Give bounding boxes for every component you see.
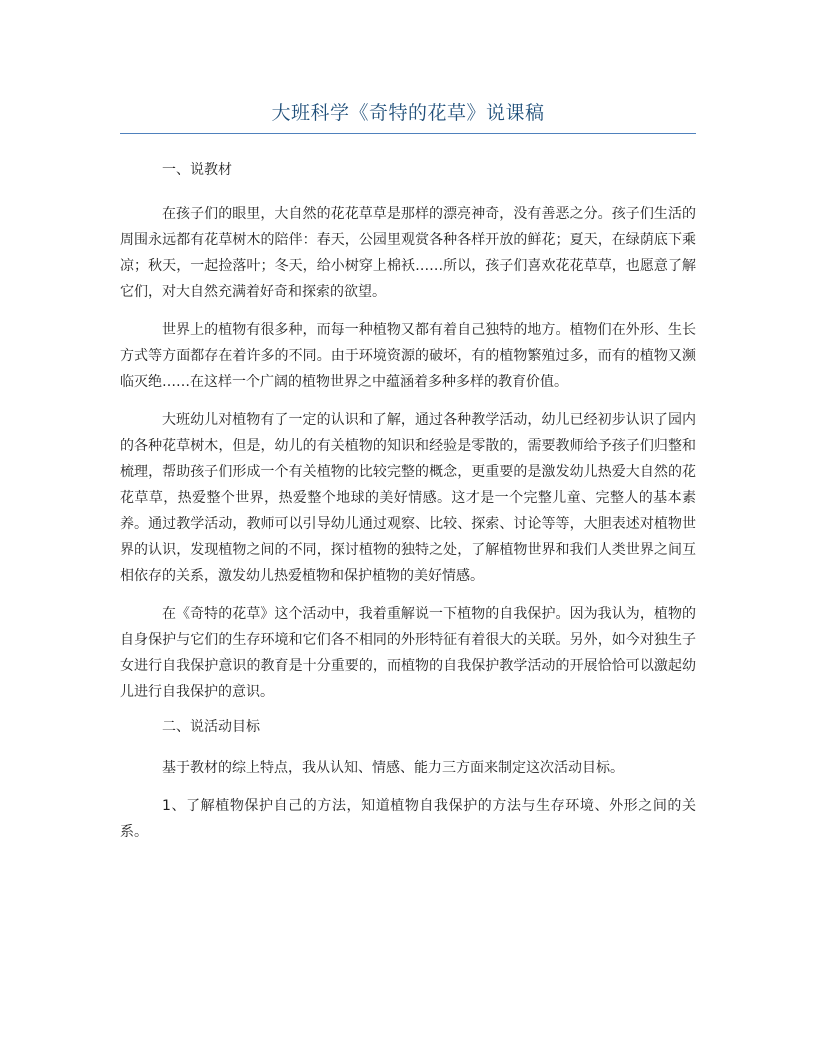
goal-item-1: 1、了解植物保护自己的方法，知道植物自我保护的方法与生存环境、外形之间的关系。 [120, 798, 696, 840]
paragraph: 在《奇特的花草》这个活动中，我着重解说一下植物的自我保护。因为我认为，植物的自身保护与它们的生存环境和它们各不相同的外形特征有着很大的关联。另外，如今对独生子女进行自我保护意识的教育是十分重要的，而植物的自我保护教学活动的开展恰恰可以激起幼儿进行自我保护的意识。 [120, 606, 696, 700]
goal-intro: 基于教材的综上特点，我从认知、情感、能力三方面来制定这次活动目标。 [162, 760, 624, 776]
document-body [120, 160, 696, 857]
paragraph: 世界上的植物有很多种，而每一种植物又都有着自己独特的地方。植物们在外形、生长方式等方面都存在着许多的不同。由于环境资源的破坏，有的植物繁殖过多，而有的植物又濒临灭绝……在这样一个广阔的植物世界之中蕴涵着多种多样的教育价值。 [120, 322, 696, 390]
section-heading-goals: 二、说活动目标 [162, 719, 260, 735]
paragraph: 大班幼儿对植物有了一定的认识和了解，通过各种教学活动，幼儿已经初步认识了园内的各种花草树木，但是，幼儿的有关植物的知识和经验是零散的，需要教师给予孩子们归整和梳理，帮助孩子们形成一个有关植物的比较完整的概念，更重要的是激发幼儿热爱大自然的花花草草，热爱整个世界，热爱整个地球的美好情感。这才是一个完整儿童、完整人的基本素养。通过教学活动，教师可以引导幼儿通过观察、比较、探索、讨论等等，大胆表述对植物世界的认识，发现植物之间的不同，探讨植物的独特之处，了解植物世界和我们人类世界之间互相依存的关系，激发幼儿热爱植物和保护植物的美好情感。 [120, 412, 696, 584]
document-title: 大班科学《奇特的花草》说课稿 [271, 102, 545, 124]
paragraph: 在孩子们的眼里，大自然的花花草草是那样的漂亮神奇，没有善恶之分。孩子们生活的周围永远都有花草树木的陪伴：春天，公园里观赏各种各样开放的鲜花；夏天，在绿荫底下乘凉；秋天，一起捡落叶；冬天，给小树穿上棉袄……所以，孩子们喜欢花花草草，也愿意了解它们，对大自然充满着好奇和探索的欲望。 [120, 206, 696, 300]
title-underline [120, 133, 696, 134]
section-heading-textbook: 一、说教材 [162, 162, 232, 178]
